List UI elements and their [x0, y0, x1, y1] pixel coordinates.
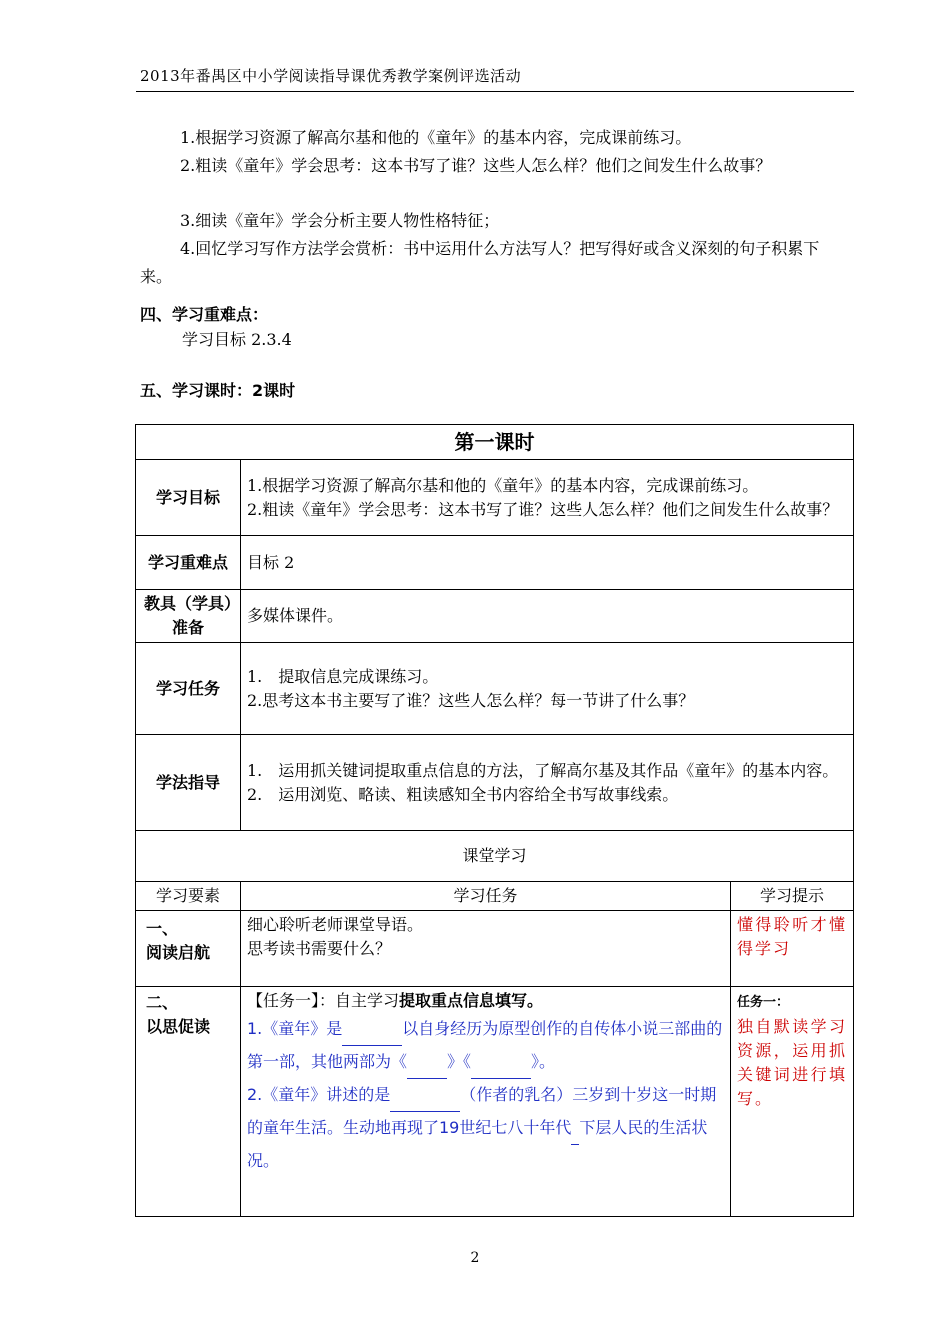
- q2-part-a: 2.《童年》讲述的是: [247, 1085, 391, 1104]
- intro-line-1: 1.根据学习资源了解高尔基和他的《童年》的基本内容，完成课前练习。: [180, 128, 692, 147]
- row2-hint-cell: [731, 987, 854, 1217]
- page-header: 2013年番禺区中小学阅读指导课优秀教学案例评选活动: [140, 67, 522, 85]
- question-2: [247, 1079, 724, 1177]
- task1-heading: [247, 989, 724, 1013]
- difficulty-value: 目标 2: [241, 536, 854, 590]
- q1-part-a: 1.《童年》是: [247, 1019, 343, 1038]
- q2-part-c: 下层人民的生活状况。: [247, 1118, 708, 1170]
- question-1: [247, 1013, 724, 1079]
- classroom-heading: 课堂学习: [136, 831, 854, 882]
- intro-line-3: 3.细读《童年》学会分析主要人物性格特征；: [180, 211, 500, 230]
- method-cell: [241, 735, 854, 831]
- goals-cell: [241, 460, 854, 536]
- goal-2: 2.粗读《童年》学会思考：这本书写了谁？这些人怎么样？他们之间发生什么故事？: [247, 499, 839, 519]
- task-2: 2.思考这本书主要写了谁？这些人怎么样？每一节讲了什么事？: [247, 690, 695, 710]
- lesson-table: [135, 424, 854, 1217]
- row1-line-2: 思考读书需要什么？: [247, 939, 392, 958]
- goal-1: 1.根据学习资源了解高尔基和他的《童年》的基本内容，完成课前练习。: [247, 475, 759, 495]
- q1-blank-book3[interactable]: [471, 1046, 531, 1079]
- intro-line-2: 2.粗读《童年》学会思考：这本书写了谁？这些人怎么样？他们之间发生什么故事？: [180, 156, 772, 175]
- row1-line-1: 细心聆听老师课堂导语。: [247, 915, 424, 934]
- task-1: 1. 提取信息完成课练习。: [247, 666, 439, 686]
- q1-part-d: 》。: [531, 1052, 556, 1071]
- header-rule: [136, 91, 854, 92]
- tasks-cell: [241, 643, 854, 735]
- q1-blank-author[interactable]: [342, 1013, 402, 1046]
- row1-hint: 懂得聆听才懂得学习: [731, 911, 854, 987]
- task1-heading-a: 【任务一】：自主学习: [247, 991, 400, 1010]
- intro-line-4: 4.回忆学习写作方法学会赏析：书中运用什么方法写人？把写得好或含义深刻的句子积累下来。: [140, 239, 820, 286]
- tasks-label: 学习任务: [136, 643, 241, 735]
- col-header-task: 学习任务: [241, 882, 731, 911]
- difficulty-label: 学习重难点: [136, 536, 241, 590]
- row1-label: 一、 阅读启航: [136, 911, 241, 987]
- row2-hint-title: 任务一：: [737, 995, 790, 1010]
- q2-part-b: （作者的乳名）三岁到十岁这一时期的童年生活。生动地再现了19世纪七八十年代: [247, 1085, 717, 1137]
- method-label: 学法指导: [136, 735, 241, 831]
- tools-value: 多媒体课件。: [241, 590, 854, 643]
- section4-heading: 四、学习重难点：: [140, 305, 269, 324]
- q1-part-b: 以自身经历为原型创作的自传体小说三部曲的第一部，其他两部为《: [247, 1019, 723, 1071]
- row2-hint: 独自默读学习资源，运用抓关键词进行填写。: [737, 1017, 847, 1108]
- col-header-element: 学习要素: [136, 882, 241, 911]
- q1-part-c: 》《: [447, 1052, 472, 1071]
- task1-heading-b: 提取重点信息填写。: [399, 991, 544, 1010]
- method-2: 2. 运用浏览、略读、粗读感知全书内容给全书写故事线索。: [247, 784, 679, 804]
- page-number: 2: [470, 1250, 480, 1266]
- method-1: 1. 运用抓关键词提取重点信息的方法，了解高尔基及其作品《童年》的基本内容。: [247, 760, 839, 780]
- col-header-hint: 学习提示: [731, 882, 854, 911]
- goals-label: 学习目标: [136, 460, 241, 536]
- q2-blank-name[interactable]: [390, 1079, 460, 1112]
- section5-heading: 五、学习课时：2课时: [140, 381, 296, 400]
- tools-label: 教具（学具）准备: [136, 590, 241, 643]
- row2-task: [241, 987, 731, 1217]
- row2-label: 二、 以思促读: [136, 987, 241, 1217]
- lesson-title: 第一课时: [136, 425, 854, 460]
- q1-blank-book2[interactable]: [407, 1046, 447, 1079]
- section4-content: 学习目标 2.3.4: [182, 330, 292, 349]
- row1-task: [241, 911, 731, 987]
